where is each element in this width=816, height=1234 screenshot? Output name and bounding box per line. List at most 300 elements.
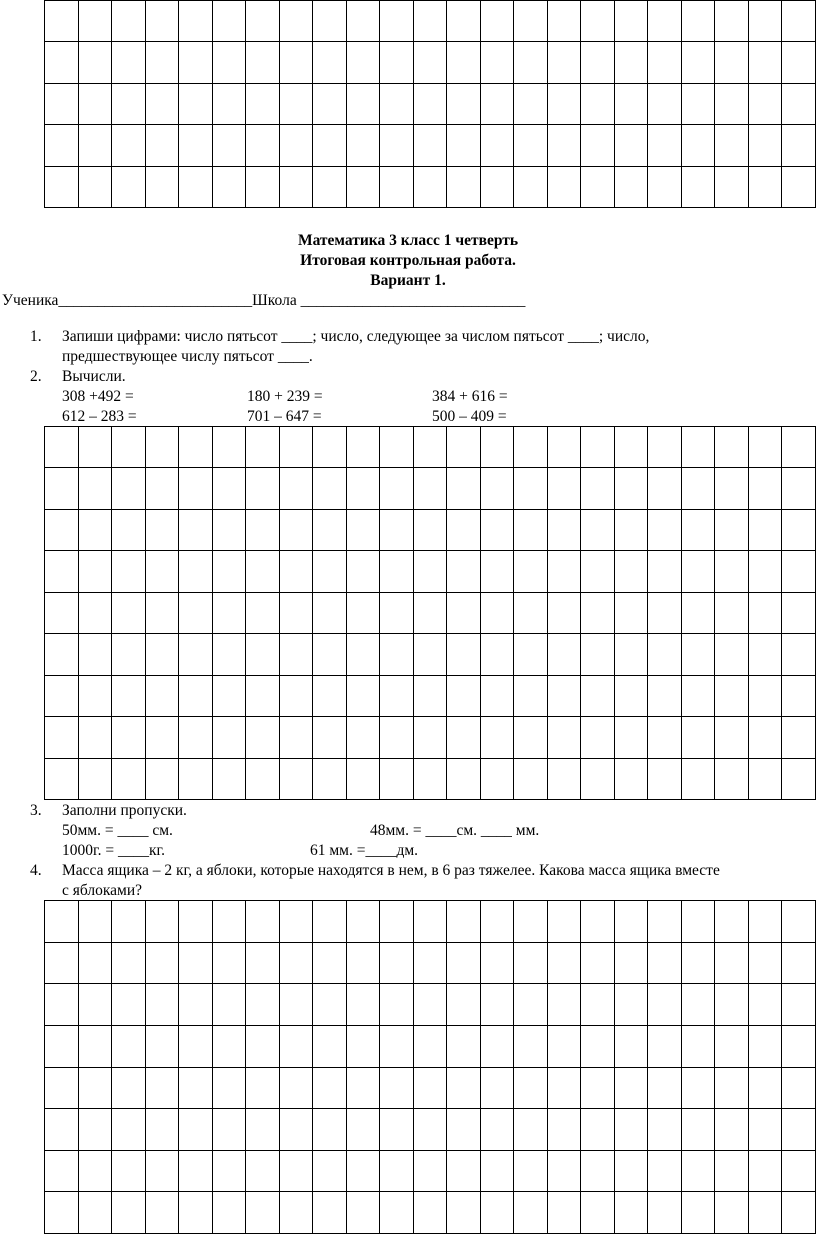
grid-cell [79,42,113,83]
grid-cell [715,1,749,42]
grid-cell [112,717,146,758]
grid-cell [548,427,582,468]
grid-cell [749,759,783,800]
grid-cell [179,468,213,509]
grid-cell [447,717,481,758]
grid-cell [347,125,381,166]
grid-cell [112,593,146,634]
title-variant: Вариант 1. [370,272,446,289]
grid-cell [581,551,615,592]
grid-cell [45,759,79,800]
grid-cell [313,1109,347,1151]
grid-cell [179,1068,213,1110]
grid-cell [280,634,314,675]
grid-cell [715,42,749,83]
title-test: Итоговая контрольная работа. [300,252,516,269]
grid-cell [45,551,79,592]
school-label: Школа [252,292,297,309]
grid-cell [380,468,414,509]
grid-cell [313,1151,347,1193]
grid-cell [414,1,448,42]
grid-cell [280,676,314,717]
grid-cell [548,901,582,943]
grid-cell [79,125,113,166]
grid-cell [179,943,213,985]
grid-cell [481,167,515,208]
grid-cell [213,125,247,166]
grid-cell [79,717,113,758]
grid-cell [380,167,414,208]
grid-cell [749,468,783,509]
grid-cell [347,1151,381,1193]
student-name-blank[interactable]: _________________________ [58,292,253,309]
grid-cell [682,943,716,985]
grid-cell [447,634,481,675]
grid-cell [481,510,515,551]
grid-cell [514,943,548,985]
grid-cell [347,901,381,943]
grid-cell [548,468,582,509]
grid-cell [749,125,783,166]
grid-cell [347,510,381,551]
grid-cell [615,593,649,634]
grid-cell [146,717,180,758]
grid-cell [782,42,816,83]
grid-cell [179,901,213,943]
grid-cell [347,42,381,83]
grid-cell [514,717,548,758]
grid-cell [481,717,515,758]
grid-cell [548,1,582,42]
grid-cell [715,84,749,125]
grid-cell [682,1068,716,1110]
grid-cell [715,1109,749,1151]
answer-grid-bottom [44,900,816,1234]
grid-cell [581,468,615,509]
grid-cell [715,717,749,758]
grid-cell [280,1109,314,1151]
grid-cell [481,1,515,42]
grid-cell [648,984,682,1026]
grid-cell [146,468,180,509]
grid-cell [648,717,682,758]
grid-cell [514,1192,548,1234]
grid-cell [414,551,448,592]
grid-cell [682,1192,716,1234]
grid-cell [447,1192,481,1234]
grid-cell [481,1109,515,1151]
grid-cell [581,1,615,42]
grid-cell [414,468,448,509]
grid-cell [715,901,749,943]
grid-cell [548,510,582,551]
grid-cell [146,427,180,468]
answer-grid-top [44,0,816,208]
grid-cell [414,510,448,551]
grid-cell [313,125,347,166]
grid-cell [112,943,146,985]
grid-cell [615,1192,649,1234]
grid-cell [112,901,146,943]
grid-cell [112,84,146,125]
grid-cell [280,593,314,634]
grid-cell [782,676,816,717]
grid-cell [548,551,582,592]
grid-cell [414,84,448,125]
grid-cell [45,42,79,83]
grid-cell [682,1,716,42]
grid-cell [146,984,180,1026]
grid-cell [715,427,749,468]
grid-cell [682,1151,716,1193]
grid-cell [380,125,414,166]
grid-cell [146,676,180,717]
grid-cell [548,759,582,800]
grid-cell [447,42,481,83]
grid-cell [380,1,414,42]
grid-cell [380,1068,414,1110]
grid-cell [615,125,649,166]
grid-cell [45,634,79,675]
grid-cell [581,984,615,1026]
grid-cell [481,1151,515,1193]
grid-cell [112,676,146,717]
task3-item-3: 1000г. = ____кг. [62,842,165,859]
grid-cell [347,468,381,509]
grid-cell [79,551,113,592]
grid-cell [581,84,615,125]
grid-cell [682,84,716,125]
grid-cell [548,1068,582,1110]
grid-cell [414,1026,448,1068]
grid-cell [514,510,548,551]
grid-cell [447,551,481,592]
grid-cell [782,427,816,468]
grid-cell [347,984,381,1026]
grid-cell [447,84,481,125]
task3-item-1: 50мм. = ____ см. [62,822,173,839]
grid-cell [682,42,716,83]
grid-cell [548,1026,582,1068]
grid-cell [615,901,649,943]
grid-cell [648,1109,682,1151]
grid-cell [213,676,247,717]
grid-cell [213,943,247,985]
grid-cell [179,427,213,468]
grid-cell [280,42,314,83]
grid-cell [548,717,582,758]
grid-cell [246,1151,280,1193]
grid-cell [481,125,515,166]
grid-cell [179,510,213,551]
task4-text-line2: с яблоками? [62,882,143,899]
grid-cell [79,1192,113,1234]
grid-cell [682,167,716,208]
grid-cell [414,1109,448,1151]
grid-cell [347,167,381,208]
grid-cell [246,717,280,758]
grid-cell [45,1068,79,1110]
grid-cell [615,1026,649,1068]
grid-cell [280,943,314,985]
grid-cell [179,1151,213,1193]
grid-cell [682,1026,716,1068]
grid-cell [380,42,414,83]
grid-cell [313,427,347,468]
grid-cell [682,468,716,509]
grid-cell [447,943,481,985]
grid-cell [782,634,816,675]
grid-cell [313,901,347,943]
grid-cell [45,1192,79,1234]
grid-cell [45,125,79,166]
grid-cell [246,167,280,208]
grid-cell [246,510,280,551]
grid-cell [782,1026,816,1068]
grid-cell [782,1109,816,1151]
grid-cell [347,759,381,800]
grid-cell [313,42,347,83]
grid-cell [749,676,783,717]
grid-cell [581,593,615,634]
grid-cell [179,593,213,634]
grid-cell [414,1068,448,1110]
grid-cell [112,1,146,42]
task1-number: 1. [30,328,42,345]
grid-cell [481,551,515,592]
grid-cell [246,84,280,125]
grid-cell [179,1,213,42]
grid-cell [79,943,113,985]
grid-cell [313,759,347,800]
grid-cell [146,1068,180,1110]
grid-cell [749,943,783,985]
grid-cell [79,901,113,943]
grid-cell [514,676,548,717]
grid-cell [715,943,749,985]
grid-cell [79,634,113,675]
grid-cell [146,759,180,800]
grid-cell [347,676,381,717]
grid-cell [79,427,113,468]
grid-cell [782,1192,816,1234]
grid-cell [749,1151,783,1193]
grid-cell [548,593,582,634]
grid-cell [749,1068,783,1110]
grid-cell [749,1192,783,1234]
grid-cell [112,1109,146,1151]
grid-cell [146,1026,180,1068]
grid-cell [79,1,113,42]
grid-cell [79,1109,113,1151]
grid-cell [79,676,113,717]
grid-cell [414,717,448,758]
grid-cell [313,510,347,551]
task1-text-line2: предшествующее числу пятьсот ____. [62,348,313,365]
grid-cell [548,125,582,166]
grid-cell [179,1192,213,1234]
grid-cell [112,984,146,1026]
grid-cell [380,1026,414,1068]
grid-cell [782,984,816,1026]
grid-cell [648,901,682,943]
task2-title: Вычисли. [62,368,126,385]
grid-cell [749,427,783,468]
grid-cell [749,551,783,592]
grid-cell [682,125,716,166]
grid-cell [514,1026,548,1068]
grid-cell [782,468,816,509]
grid-cell [213,634,247,675]
grid-cell [715,510,749,551]
task1-text-line1: Запиши цифрами: число пятьсот ____; число, следующее за числом пятьсот ____; число, [62,328,650,345]
grid-cell [447,427,481,468]
grid-cell [447,984,481,1026]
grid-cell [179,1026,213,1068]
grid-cell [112,42,146,83]
grid-cell [581,943,615,985]
task4-number: 4. [30,862,42,879]
grid-cell [45,676,79,717]
grid-cell [246,943,280,985]
grid-cell [45,717,79,758]
grid-cell [79,593,113,634]
grid-cell [548,42,582,83]
grid-cell [112,510,146,551]
grid-cell [146,593,180,634]
grid-cell [749,84,783,125]
grid-cell [682,901,716,943]
grid-cell [548,634,582,675]
grid-cell [45,167,79,208]
grid-cell [347,551,381,592]
grid-cell [246,427,280,468]
grid-cell [179,167,213,208]
grid-cell [280,1151,314,1193]
grid-cell [313,943,347,985]
grid-cell [615,676,649,717]
grid-cell [414,759,448,800]
grid-cell [380,510,414,551]
grid-cell [447,167,481,208]
grid-cell [447,510,481,551]
grid-cell [648,84,682,125]
grid-cell [313,1068,347,1110]
grid-cell [213,1068,247,1110]
grid-cell [280,759,314,800]
grid-cell [481,1068,515,1110]
grid-cell [548,1151,582,1193]
grid-cell [112,167,146,208]
grid-cell [246,551,280,592]
grid-cell [347,1026,381,1068]
grid-cell [213,1151,247,1193]
school-name-blank[interactable]: _____________________________ [296,292,526,309]
grid-cell [45,84,79,125]
grid-cell [682,510,716,551]
grid-cell [749,42,783,83]
grid-cell [481,468,515,509]
grid-cell [447,676,481,717]
grid-cell [45,468,79,509]
grid-cell [380,84,414,125]
task2-expr-2: 180 + 239 = [247,388,323,405]
grid-cell [313,1,347,42]
grid-cell [514,759,548,800]
grid-cell [246,468,280,509]
grid-cell [581,167,615,208]
grid-cell [380,551,414,592]
grid-cell [380,427,414,468]
grid-cell [581,759,615,800]
grid-cell [648,510,682,551]
grid-cell [548,676,582,717]
grid-cell [615,1151,649,1193]
grid-cell [414,167,448,208]
grid-cell [246,42,280,83]
grid-cell [347,1,381,42]
grid-cell [581,901,615,943]
grid-cell [615,1109,649,1151]
grid-cell [179,759,213,800]
grid-cell [648,551,682,592]
grid-cell [514,984,548,1026]
task2-expr-3: 384 + 616 = [432,388,508,405]
grid-cell [782,551,816,592]
grid-cell [380,1151,414,1193]
grid-cell [414,42,448,83]
grid-cell [615,427,649,468]
grid-cell [548,1109,582,1151]
grid-cell [280,468,314,509]
grid-cell [179,717,213,758]
grid-cell [380,943,414,985]
grid-cell [715,593,749,634]
grid-cell [648,125,682,166]
grid-cell [414,125,448,166]
grid-cell [715,1151,749,1193]
grid-cell [45,1,79,42]
grid-cell [782,510,816,551]
grid-cell [715,759,749,800]
student-label: Ученика [2,292,59,309]
grid-cell [45,984,79,1026]
grid-cell [246,676,280,717]
grid-cell [782,167,816,208]
grid-cell [414,943,448,985]
grid-cell [615,1,649,42]
grid-cell [648,759,682,800]
grid-cell [615,1068,649,1110]
grid-cell [749,593,783,634]
grid-cell [648,1,682,42]
task3-item-4: 61 мм. =____дм. [310,842,419,859]
grid-cell [179,84,213,125]
grid-cell [313,167,347,208]
grid-cell [213,593,247,634]
grid-cell [749,1,783,42]
grid-cell [648,427,682,468]
grid-cell [280,717,314,758]
grid-cell [179,42,213,83]
grid-cell [246,984,280,1026]
grid-cell [213,510,247,551]
grid-cell [481,84,515,125]
grid-cell [313,1026,347,1068]
grid-cell [112,551,146,592]
grid-cell [112,125,146,166]
grid-cell [146,1,180,42]
